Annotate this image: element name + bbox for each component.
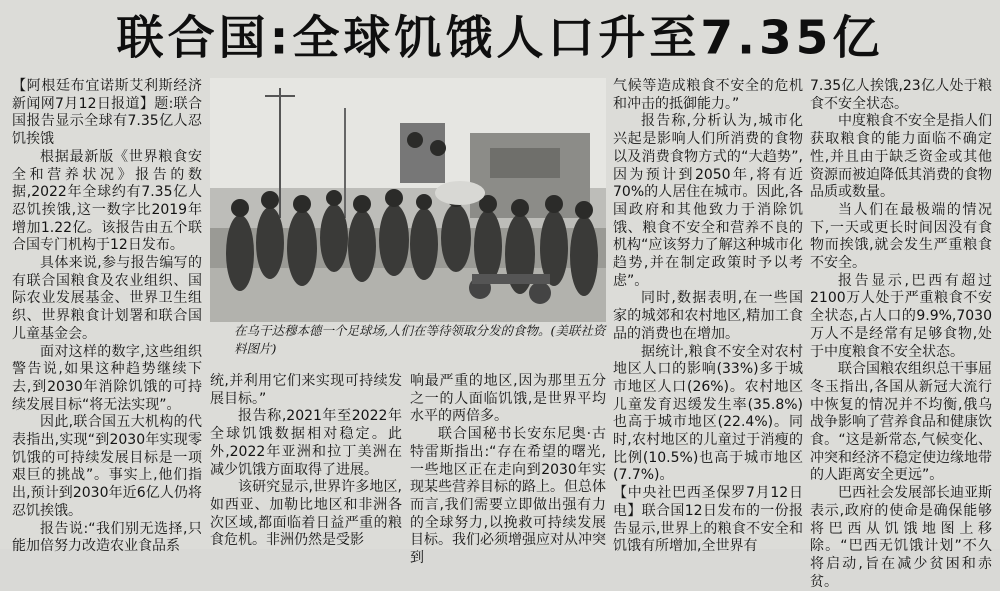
- paragraph: 【中央社巴西圣保罗7月12日电】联合国12日发布的一份报告显示,世界上的粮食不安全和饥饿有所增加,全世界有: [613, 485, 803, 555]
- paragraph: 同时,数据表明,在一些国家的城郊和农村地区,精加工食品的消费也在增加。: [613, 290, 803, 342]
- column-5: [810, 78, 992, 590]
- paragraph: 报告称,分析认为,城市化兴起是影响人们所消费的食物以及消费食物方式的“大趋势”,因为预计到2050年,将有近70%的人居住在城市。因此,各国政府和其他致力于消除饥饿、粮食不安全和营养不良的机构“应该努力了解这种城市化趋势,并在制定政策时予以考虑”。: [613, 113, 803, 289]
- crowd-photo-illustration: [210, 78, 606, 322]
- paragraph: 当人们在最极端的情况下,一天或更长时间因没有食物而挨饿,就会发生严重粮食不安全。: [810, 201, 992, 272]
- headline: 联合国:全球饥饿人口升至7.35亿: [116, 11, 884, 66]
- photo-caption: 在乌干达穆本德一个足球场,人们在等待领取分发的食物。(美联社资料图片): [234, 323, 606, 356]
- paragraph: 气候等造成粮食不安全的危机和冲击的抵御能力。”: [613, 78, 803, 112]
- news-photo: [210, 78, 606, 322]
- paragraph: 根据最新版《世界粮食安全和营养状况》报告的数据,2022年全球约有7.35亿人忍饥挨饿,这一数字比2019年增加1.22亿。该报告由五个联合国专门机构于12日发布。: [12, 148, 202, 254]
- column-2: [210, 373, 402, 549]
- paragraph: 据统计,粮食不安全对农村地区人口的影响(33%)多于城市地区人口(26%)。农村地区儿童发育迟缓发生率(35.8%)也高于城市地区(22.4%)。同时,农村地区的儿童过于消瘦的比例(10.5%)也高于城市地区(7.7%)。: [613, 343, 803, 484]
- paragraph: 报告称,2021年至2022年全球饥饿数据相对稳定。此外,2022年亚洲和拉丁美洲在减少饥饿方面取得了进展。: [210, 408, 402, 478]
- column-3: [410, 373, 606, 567]
- paragraph: 联合国粮农组织总干事屈冬玉指出,各国从新冠大流行中恢复的情况并不均衡,俄乌战争影响了营养食品和健康饮食。“这是新常态,气候变化、冲突和经济不稳定使边缘地带的人距离安全更远”。: [810, 361, 992, 484]
- paragraph: 该研究显示,世界许多地区,如西亚、加勒比地区和非洲各次区域,都面临着日益严重的粮食危机。非洲仍然是受影: [210, 479, 402, 549]
- paragraph: 因此,联合国五大机构的代表指出,实现“到2030年实现零饥饿的可持续发展目标是一项艰巨的挑战”。事实上,他们指出,预计到2030年近6亿人仍将忍饥挨饿。: [12, 414, 202, 519]
- paragraph: 巴西社会发展部长迪亚斯表示,政府的使命是确保能够将巴西从饥饿地图上移除。“巴西无饥饿计划”不久将启动,旨在减少贫困和赤贫。: [810, 485, 992, 590]
- column-4: [613, 78, 803, 555]
- paragraph: 响最严重的地区,因为那里五分之一的人面临饥饿,是世界平均水平的两倍多。: [410, 373, 606, 425]
- paragraph: 具体来说,参与报告编写的有联合国粮食及农业组织、国际农业发展基金、世界卫生组织、世界粮食计划署和联合国儿童基金会。: [12, 255, 202, 342]
- paragraph: 中度粮食不安全是指人们获取粮食的能力面临不确定性,并且由于缺乏资金或其他资源而被迫降低其消费的食物品质或数量。: [810, 113, 992, 201]
- paragraph: 报告说:“我们别无选择,只能加倍努力改造农业食品系: [12, 520, 202, 555]
- paragraph: 报告显示,巴西有超过2100万人处于严重粮食不安全状态,占人口的9.9%,7030万人不是经常有足够食物,处于中度粮食不安全状态。: [810, 272, 992, 360]
- paragraph: 统,并利用它们来实现可持续发展目标。”: [210, 373, 402, 407]
- paragraph: 7.35亿人挨饿,23亿人处于粮食不安全状态。: [810, 78, 992, 112]
- paragraph: 面对这样的数字,这些组织警告说,如果这种趋势继续下去,到2030年消除饥饿的可持续发展目标“将无法实现”。: [12, 343, 202, 413]
- paragraph: 联合国秘书长安东尼奥·古特雷斯指出:“存在希望的曙光,一些地区正在走向到2030年实现某些营养目标的路上。但总体而言,我们需要立即做出强有力的全球努力,以挽救可持续发展目标。我们必须增强应对从冲突到: [410, 426, 606, 567]
- column-1: [12, 78, 202, 555]
- paragraph: 【阿根廷布宜诺斯艾利斯经济新闻网7月12日报道】题:联合国报告显示全球有7.35亿人忍饥挨饿: [12, 78, 202, 148]
